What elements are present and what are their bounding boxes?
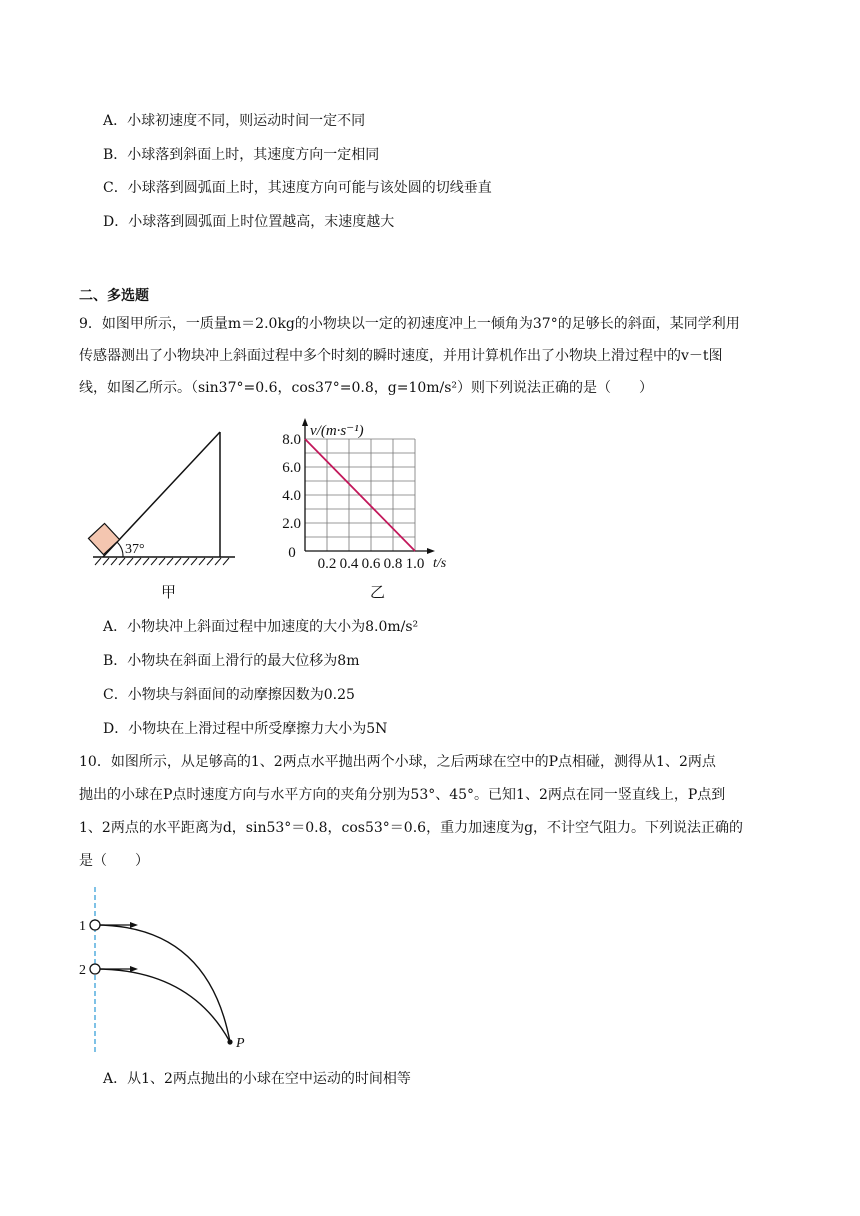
label-2: 2 xyxy=(79,963,86,978)
q9-option-d: D．小物块在上滑过程中所受摩擦力大小为5N xyxy=(103,721,388,737)
q8-option-b: B．小球落到斜面上时，其速度方向一定相同 xyxy=(103,147,380,163)
x-axis-arrow xyxy=(427,548,435,554)
y-axis-label: v/(m·s⁻¹) xyxy=(310,423,364,439)
trajectory-1 xyxy=(95,925,230,1042)
ball-1 xyxy=(90,920,100,930)
y-axis-arrow xyxy=(302,418,308,426)
origin-label: 0 xyxy=(288,545,296,561)
q9-text-line-1: 9．如图甲所示，一质量m＝2.0kg的小物块以一定的初速度冲上一倾角为37°的足够长的斜面，某同学利用 xyxy=(79,316,740,332)
y-tick-label: 8.0 xyxy=(282,432,301,448)
q8-option-d: D．小球落到圆弧面上时位置越高，末速度越大 xyxy=(103,214,395,230)
q10-text-line-4: 是（ ） xyxy=(79,853,149,869)
ground-hatching xyxy=(95,558,229,565)
q8-option-c: C．小球落到圆弧面上时，其速度方向可能与该处圆的切线垂直 xyxy=(103,180,492,196)
figure-left-caption: 甲 xyxy=(161,585,177,601)
incline-surface xyxy=(103,432,220,557)
y-tick-label: 4.0 xyxy=(282,488,301,504)
q9-option-b: B．小物块在斜面上滑行的最大位移为8m xyxy=(103,653,360,669)
x-tick-label: 0.6 xyxy=(361,556,381,572)
label-p: P xyxy=(236,1036,245,1051)
label-1: 1 xyxy=(79,919,86,934)
x-tick-label: 0.4 xyxy=(339,556,359,572)
y-tick-label: 2.0 xyxy=(282,516,301,532)
point-p xyxy=(227,1039,232,1044)
block xyxy=(88,523,119,554)
trajectory-2 xyxy=(95,969,230,1042)
q9-text-line-2: 传感器测出了小物块冲上斜面过程中多个时刻的瞬时速度，并用计算机作出了小物块上滑过程中的v－t图 xyxy=(79,348,723,364)
q10-text-line-1: 10．如图所示，从足够高的1、2两点水平抛出两个小球，之后两球在空中的P点相碰，测得从1、2两点 xyxy=(79,754,716,770)
projectile-figure xyxy=(70,885,270,1060)
section-title: 二、多选题 xyxy=(79,288,149,304)
x-tick-label: 1.0 xyxy=(405,556,425,572)
x-tick-label: 0.2 xyxy=(317,556,337,572)
x-axis-label: t/s xyxy=(433,556,447,571)
angle-label: 37° xyxy=(125,542,145,557)
incline-figure xyxy=(85,425,245,605)
vt-chart xyxy=(270,415,470,605)
q9-option-c: C．小物块与斜面间的动摩擦因数为0.25 xyxy=(103,687,355,703)
q10-text-line-2: 抛出的小球在P点时速度方向与水平方向的夹角分别为53°、45°。已知1、2两点在同一竖直线上，P点到 xyxy=(79,787,726,803)
q10-option-a: A．从1、2两点抛出的小球在空中运动的时间相等 xyxy=(103,1071,411,1087)
q9-option-a: A．小物块冲上斜面过程中加速度的大小为8.0m/s² xyxy=(103,619,419,635)
figure-right-caption: 乙 xyxy=(370,585,386,601)
q10-text-line-3: 1、2两点的水平距离为d，sin53°＝0.8，cos53°＝0.6，重力加速度为g，不计空气阻力。下列说法正确的 xyxy=(79,820,744,836)
y-tick-label: 6.0 xyxy=(282,460,301,476)
x-tick-label: 0.8 xyxy=(383,556,403,572)
q9-text-line-3: 线，如图乙所示。（sin37°=0.6，cos37°=0.8，g=10m/s²）则下列说法正确的是（ ） xyxy=(79,380,654,396)
ball-2 xyxy=(90,964,100,974)
q8-option-a: A．小球初速度不同，则运动时间一定不同 xyxy=(103,113,366,129)
